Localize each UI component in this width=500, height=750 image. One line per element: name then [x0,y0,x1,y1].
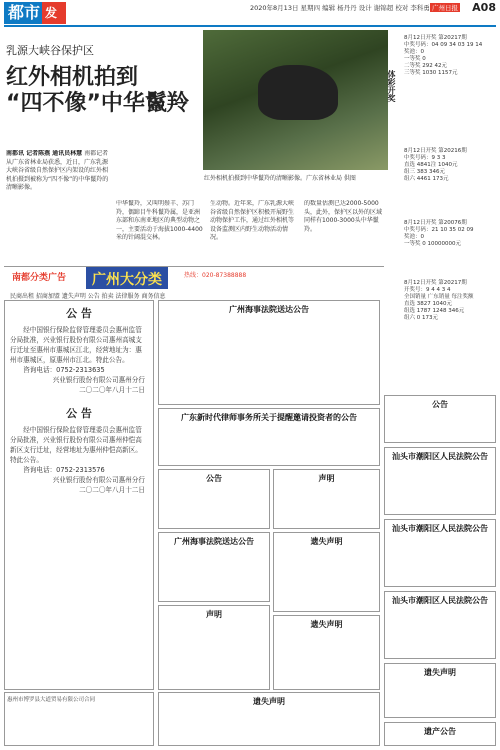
notice-body: 经中国银行保险监督管理委员会惠州监管分局批准，兴业银行股份有限公司惠州高城支行迁址至惠州市惠城区江北，经营地址为：惠州市惠城区，原惠州市江北。特此公告。 [10,326,142,364]
classified-brand: 南都分类广告 [12,273,67,283]
lottery-line: 组六 0 173元 [404,315,438,321]
section-logo [4,2,66,42]
lottery-block-1 [404,35,496,77]
notice-contact: 咨询电话：0752-2313635 [23,366,105,374]
bottom-notice-left [4,692,154,746]
loss-statement-title: 遗失声明 [424,668,456,677]
loss-statement [273,532,380,612]
lottery-title: 体彩开奖 [387,70,396,102]
court-notice [158,300,380,405]
lottery-line: 全国销量 广东销量 每注奖额 [404,294,474,300]
court-notice [384,519,496,587]
notice-signature: 兴业银行股份有限公司惠州分行 [52,376,145,384]
lottery-line: 二等奖 292 42元 [404,63,447,69]
bottom-left-title: 惠州市博罗县大道贸易有限公司合同 [7,697,96,703]
notice-box-title: 公告 [206,474,222,483]
court-notice [158,532,270,602]
court-notice-title: 广州海事法院送达公告 [174,537,254,546]
lottery-block-title: 8月12日开奖 第20216期 [404,148,467,154]
lottery-block-title: 8月12日开奖 第20076期 [404,220,467,226]
lottery-line: 三等奖 1030 1157元 [404,70,458,76]
court-notice-title: 汕头市潮阳区人民法院公告 [392,452,488,461]
notice-heading: 公 告 [66,307,92,320]
subsection-name: 发布 [42,2,66,24]
loss-statement-title: 遗失声明 [310,620,343,629]
inheritance-title: 遗产公告 [424,727,456,736]
lottery-line: 奖池：0 [404,234,424,240]
article-column-2: 中华鬣羚，又叫明鬃羊、苏门羚，偶蹄目牛科鬣羚属，是亚洲东部和东南亚地区的典型动物之一，主要活动于海拔1000-4400米的针阔混交林。 [116,200,203,241]
article-column-4: 的数量估测已达2000-5000头，此外，保护区以外的区域同样有1000-3000头中华鬣羚。 [304,200,383,233]
notice-date: 二〇二〇年八月十二日 [79,486,145,494]
lead-text: 南都记者从广东省林业局获悉，近日，广东乳源大峡谷省级自然保护区内架设的红外相机拍摄到被称为“四不像”的中华鬣羚的清晰影像。 [6,150,109,191]
lottery-sidebar [386,30,496,390]
article-lead [6,150,111,260]
lottery-line: 一等奖 0 10000000元 [404,241,461,247]
lottery-line: 直选 3827 1040元 [404,301,452,307]
headline-line-2: “四不像”中华鬣羚 [6,91,189,116]
lottery-line: 奖池：0 [404,49,424,55]
court-notice [384,591,496,659]
notice-signature: 兴业银行股份有限公司惠州分行 [52,476,145,484]
lead-byline: 南都讯 记者陈燕 通讯员林慧 [6,150,83,157]
edition-tag: 广州日报 [432,4,458,12]
serow-figure [258,65,338,120]
classified-phone: 热线：020-87388888 [184,272,247,279]
court-notice-title: 汕头市潮阳区人民法院公告 [392,524,488,533]
article-kicker: 乳源大峡谷保护区 [6,44,94,57]
law-firm-notice [158,408,380,466]
lottery-block-2 [404,148,496,183]
lottery-block-3 [404,220,496,248]
loss-statement-title: 遗失声明 [310,537,343,546]
lead-article [4,30,384,265]
notice-box [384,395,496,443]
notice-box-title: 公告 [432,400,448,409]
lottery-line: 组三 383 346元 [404,169,445,175]
masthead-rule [4,25,496,27]
notice-body: 经中国银行保险监督管理委员会惠州监管分局批准，兴业银行股份有限公司惠州仲恺高新区支行迁址，经营地址为惠州仲恺高新区。特此公告。 [10,426,142,464]
edition-meta: 2020年8月13日 星期四 编辑 杨丹丹 设计 谢锦超 校对 李科勇 [250,4,430,12]
statement-box [273,469,380,529]
classified-categories: 民商出租 招商加盟 遗失声明 公告 拍卖 法律服务 商务信息 [10,293,166,300]
lottery-line: 中奖号码：9 3 3 [404,155,446,161]
photo-caption: 红外相机拍摄到中华鬣羚的清晰影像。广东省林业局 供图 [204,175,356,182]
statement-box [158,605,270,690]
court-notice [384,447,496,515]
notice-date: 二〇二〇年八月十二日 [79,386,145,394]
lottery-line: 组选 1787 1248 346元 [404,308,465,314]
statement-title: 声明 [206,610,222,619]
classified-title: 广州大分类 [86,267,168,289]
lottery-block-4 [404,280,496,322]
inheritance-notice [384,722,496,746]
lottery-block-title: 8月12日开奖 第20217期 [404,35,467,41]
statement-title: 声明 [318,474,335,483]
article-column-3: 生动物。近年来，广东乳源大峡谷省级自然保护区积极开展野生动物保护工作，通过红外相机等设备监测区内野生动物活动情况。 [210,200,295,241]
headline-line-1: 红外相机拍到 [6,65,139,90]
lottery-line: 开奖号：9 4 4 3 4 [404,287,451,293]
loss-statement [273,615,380,690]
notice-contact: 咨询电话：0752-2313576 [23,466,105,474]
lottery-line: 组六 4461 173元 [404,176,449,182]
bottom-notice-mid [158,692,380,746]
law-firm-title: 广东新时代律师事务所关于提醒邀请投资者的公告 [181,413,357,422]
notice-box [158,469,270,529]
section-name: 都市 [8,3,41,22]
lottery-line: 中奖号码：21 10 35 02 09 [404,227,474,233]
lottery-block-title: 8月12日开奖 第20217期 [404,280,467,286]
article-photo [203,30,388,170]
page-number: A08 [472,1,496,14]
loss-statement [384,663,496,718]
lottery-line: 直选 4841注 1040元 [404,162,458,168]
classified-banner [4,266,384,298]
court-notice-title: 汕头市潮阳区人民法院公告 [392,596,488,605]
bottom-mid-title: 遗失声明 [253,697,285,706]
lottery-line: 中奖号码：04 09 34 03 19 14 [404,42,483,48]
bank-notices [4,300,154,690]
article-headline [6,65,201,117]
court-notice-title: 广州海事法院送达公告 [229,305,309,314]
lottery-line: 一等奖 0 [404,56,426,62]
notice-heading: 公 告 [66,407,92,420]
